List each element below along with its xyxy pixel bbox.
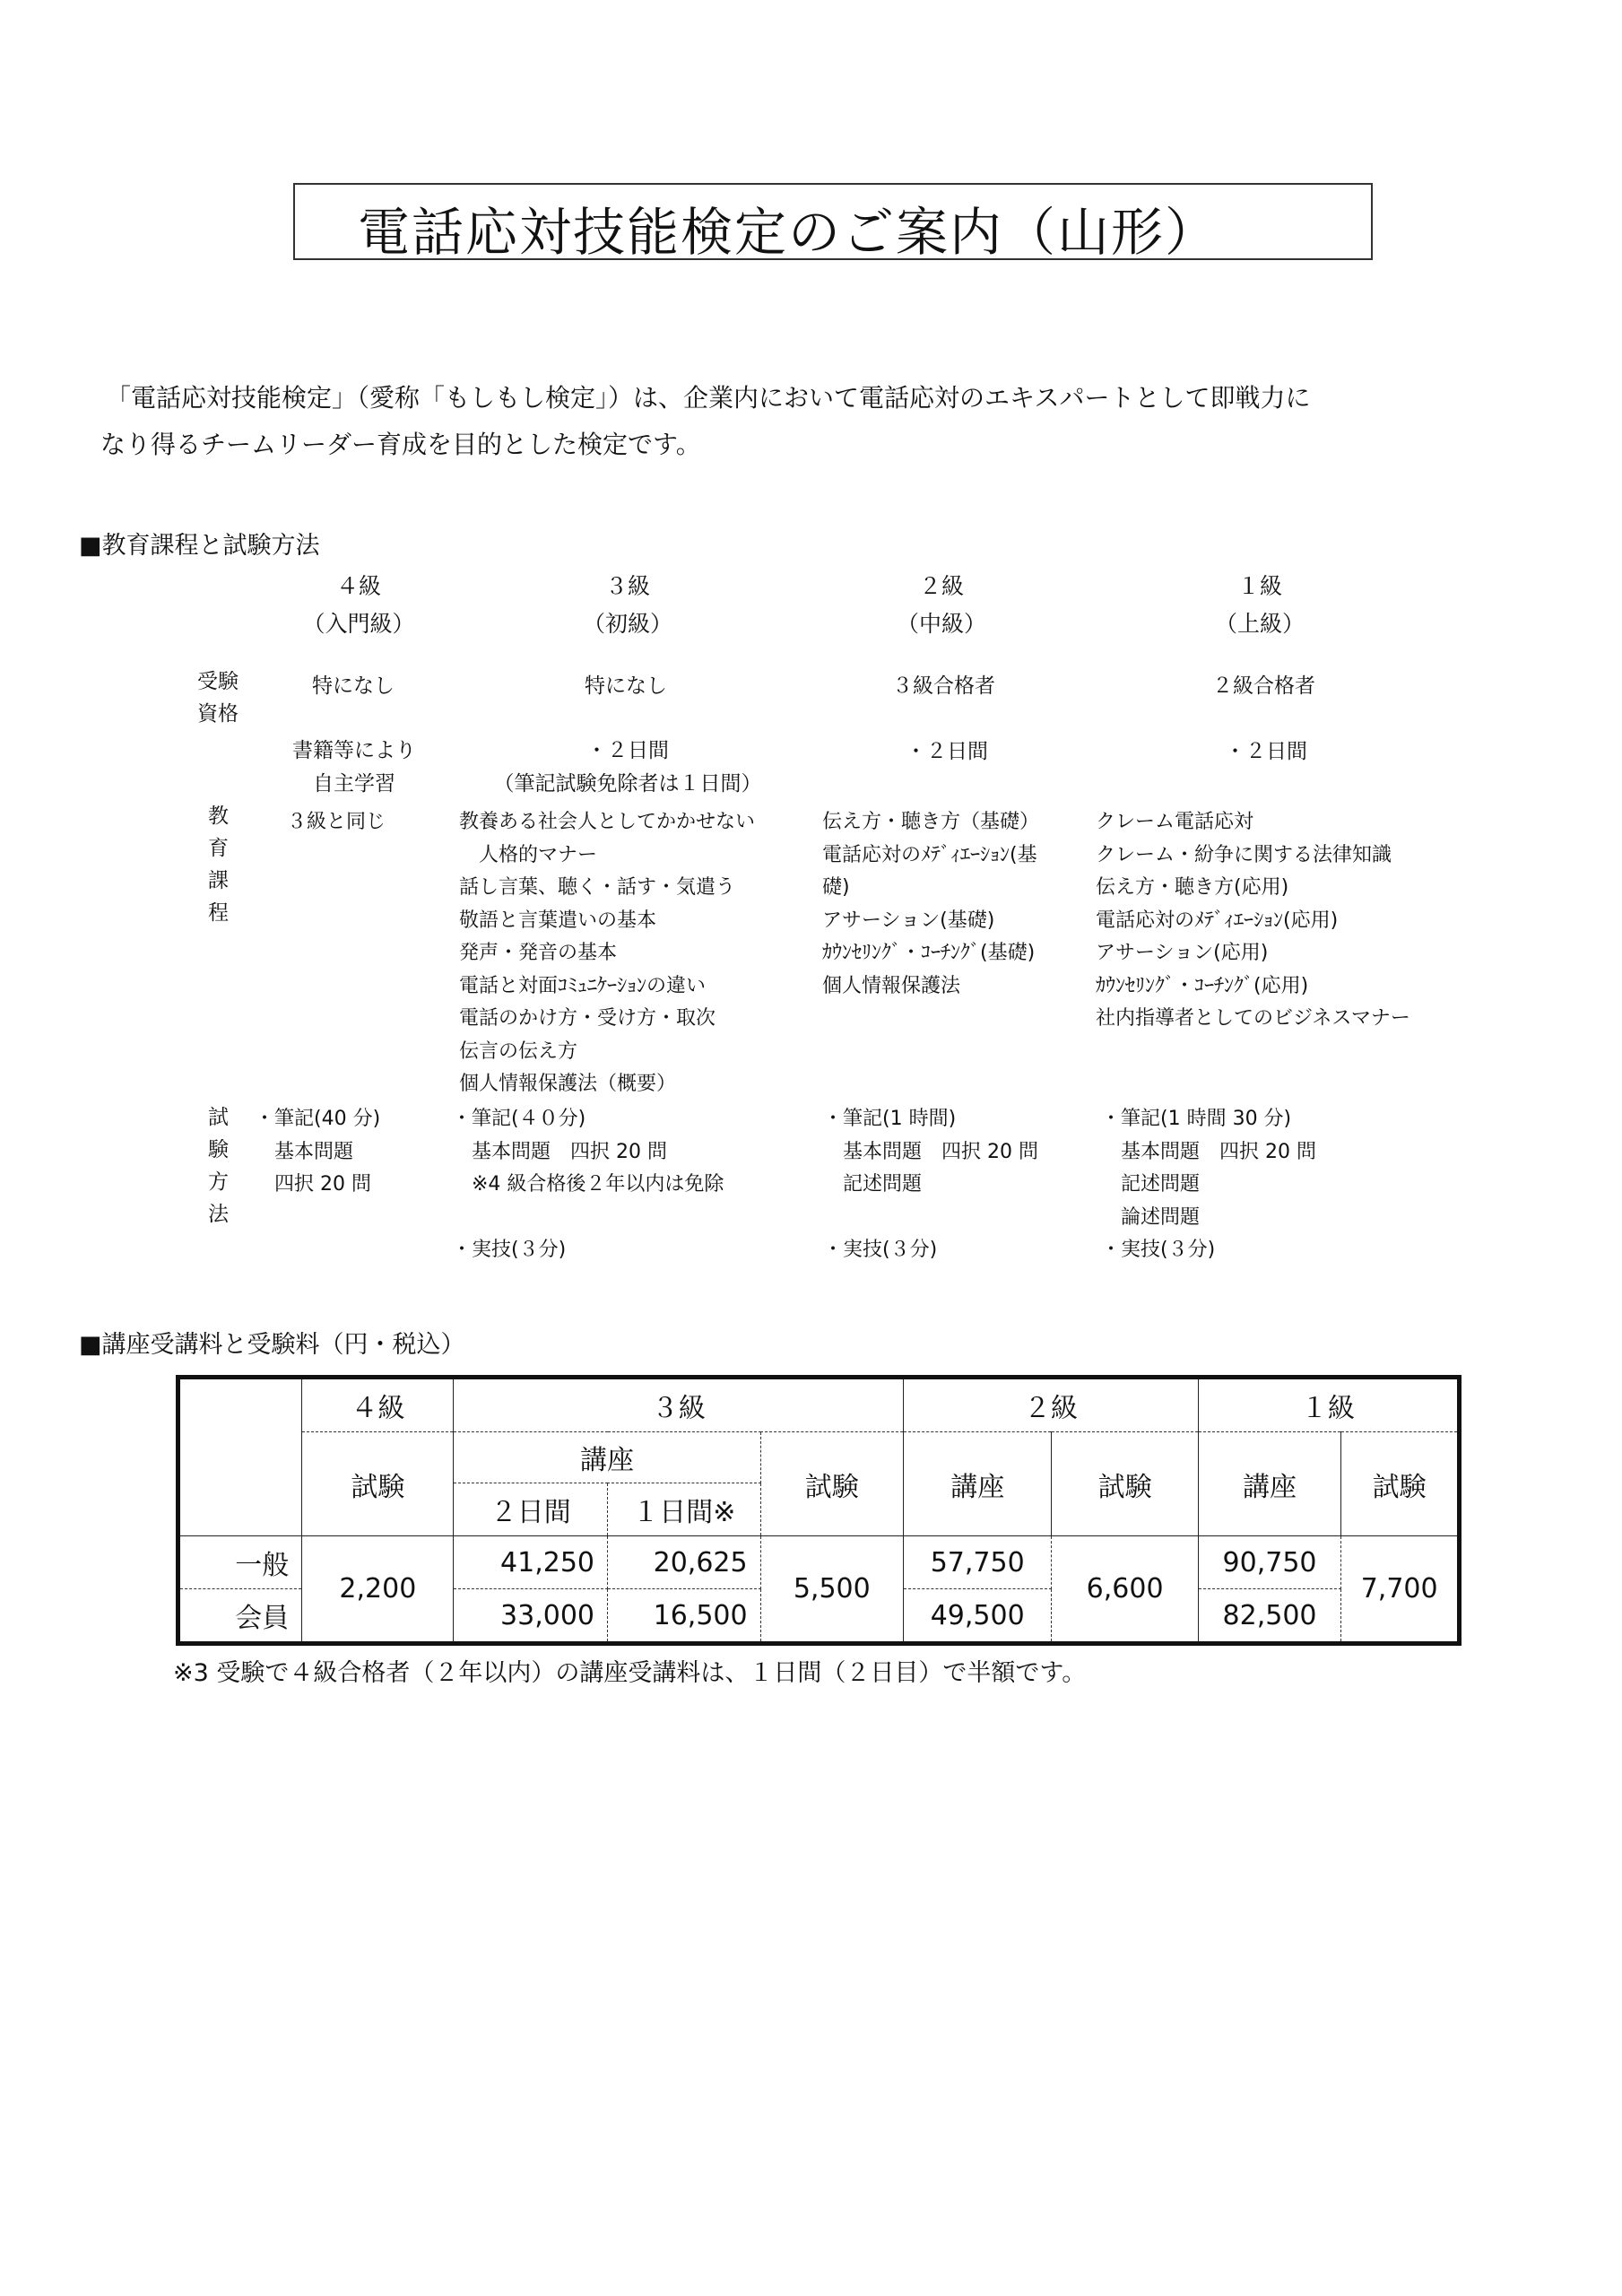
level-header-4 (278, 569, 439, 639)
fee-l3-two-member: 33,000 (454, 1589, 608, 1644)
duration-line: ・２日間 (586, 739, 669, 762)
exam-2 (823, 1103, 1038, 1202)
curriculum-item: アサーション(応用) (1096, 942, 1269, 964)
fee-table (176, 1375, 1462, 1646)
curriculum-item: 個人情報保護法 (822, 974, 961, 997)
curriculum-item: 社内指導者としてのビジネスマナー (1096, 1007, 1410, 1030)
curriculum-item: 発声・発音の基本 (459, 942, 618, 964)
header-exam-1: 試験 (1341, 1432, 1460, 1536)
row-label-member: 会員 (178, 1589, 302, 1644)
exam-item: 記述問題 (823, 1173, 923, 1196)
fee-l2-course-general: 57,750 (903, 1536, 1051, 1589)
exam-item: 基本問題 四択 20 問 (823, 1140, 1038, 1163)
row-label-general: 一般 (178, 1536, 302, 1589)
fee-l1-course-general: 90,750 (1198, 1536, 1341, 1589)
exam-item: 基本問題 四択 20 問 (1101, 1140, 1316, 1163)
curriculum-item: 敬語と言葉遣いの基本 (459, 909, 657, 932)
duration-3 (493, 735, 762, 801)
exam-item: ・筆記(４０分) (452, 1108, 586, 1130)
curriculum-item: 電話応対のﾒﾃﾞｨｴｰｼｮﾝ(基 (822, 843, 1037, 866)
duration-line: 書籍等により (292, 739, 416, 762)
level-name: ４級 (335, 573, 381, 599)
level-name: ３級 (604, 573, 650, 599)
curriculum-3 (459, 806, 755, 1101)
row-label-text: 法 (208, 1203, 229, 1226)
level-sub: （上級） (1214, 611, 1305, 637)
fee-l3-two-general: 41,250 (454, 1536, 608, 1589)
header-exam-2: 試験 (1052, 1432, 1198, 1536)
level-sub: （入門級） (302, 611, 415, 637)
exam-item: ・筆記(1 時間) (823, 1108, 957, 1130)
row-label-text: 育 (208, 837, 229, 860)
row-label-qualification (197, 665, 239, 730)
row-label-text: 試 (208, 1106, 229, 1129)
fee-l1-exam: 7,700 (1341, 1536, 1460, 1644)
curriculum-item: 電話と対面ｺﾐｭﾆｹｰｼｮﾝの違い (459, 974, 707, 997)
exam-item: ※4 級合格後２年以内は免除 (452, 1173, 724, 1196)
row-label-text: 程 (208, 901, 229, 925)
qualification-1: ２級合格者 (1212, 674, 1315, 698)
level-name: １級 (1236, 573, 1282, 599)
section-heading-fees: ■講座受講料と受験料（円・税込） (79, 1331, 465, 1359)
curriculum-item: アサーション(基礎) (822, 909, 995, 932)
header-level-3: ３級 (454, 1378, 903, 1432)
level-sub: （中級） (896, 611, 986, 637)
qualification-3: 特になし (585, 674, 667, 698)
practical-2: ・実技(３分) (823, 1239, 938, 1261)
section-heading-curriculum: ■教育課程と試験方法 (79, 532, 320, 560)
curriculum-item: ｶｳﾝｾﾘﾝｸﾞ・ｺｰﾁﾝｸﾞ(応用) (1096, 974, 1309, 997)
duration-line: 自主学習 (313, 772, 395, 796)
title-box (293, 183, 1373, 263)
curriculum-item: ３級と同じ (287, 811, 386, 833)
curriculum-item: クレーム電話応対 (1096, 811, 1254, 833)
fee-note: ※3 受験で４級合格者（２年以内）の講座受講料は、１日間（２日目）で半額です。 (173, 1659, 1087, 1687)
intro-paragraph (100, 375, 1311, 468)
duration-1: ・２日間 (1225, 740, 1307, 763)
curriculum-item: 伝え方・聴き方(応用) (1096, 876, 1289, 899)
fee-l2-course-member: 49,500 (903, 1589, 1051, 1644)
curriculum-item: 教養ある社会人としてかかせない (459, 811, 756, 833)
header-course-2: 講座 (903, 1432, 1051, 1536)
curriculum-item: 個人情報保護法（概要） (459, 1073, 677, 1095)
duration-4 (291, 735, 417, 801)
fee-l3-one-member: 16,500 (608, 1589, 761, 1644)
page-title: 電話応対技能検定のご案内（山形） (358, 202, 1219, 263)
duration-2: ・２日間 (906, 740, 988, 763)
row-label-curriculum (208, 800, 229, 929)
fee-l3-one-general: 20,625 (608, 1536, 761, 1589)
exam-item: 基本問題 四択 20 問 (452, 1140, 667, 1163)
table-row-general (178, 1536, 1460, 1589)
fee-l2-exam: 6,600 (1052, 1536, 1198, 1644)
intro-line: 「電話応対技能検定」（愛称「もしもし検定」）は、企業内において電話応対のエキスパートとして即戦力に (106, 383, 1311, 413)
exam-item: 基本問題 (255, 1140, 354, 1163)
header-two-day: ２日間 (454, 1483, 608, 1536)
header-level-1: １級 (1198, 1378, 1459, 1432)
fee-l3-exam: 5,500 (760, 1536, 903, 1644)
level-header-2 (861, 569, 1022, 639)
curriculum-item: 礎) (822, 876, 850, 899)
corner-cell (178, 1378, 302, 1536)
level-header-3 (547, 569, 708, 639)
header-exam-4: 試験 (302, 1432, 454, 1536)
row-label-text: 教 (208, 804, 229, 828)
exam-4 (255, 1103, 380, 1202)
exam-item: ・筆記(40 分) (255, 1108, 381, 1130)
header-level-4: ４級 (302, 1378, 454, 1432)
level-header-1 (1179, 569, 1340, 639)
curriculum-item: 電話のかけ方・受け方・取次 (459, 1007, 716, 1030)
fee-l4-exam: 2,200 (302, 1536, 454, 1644)
curriculum-item: 電話応対のﾒﾃﾞｨｴｰｼｮﾝ(応用) (1096, 909, 1339, 932)
duration-line: （筆記試験免除者は１日間） (493, 772, 762, 796)
level-sub: （初級） (582, 611, 672, 637)
curriculum-item: 人格的マナー (459, 843, 598, 866)
curriculum-item: クレーム・紛争に関する法律知識 (1096, 843, 1392, 866)
exam-item: 論述問題 (1101, 1205, 1201, 1229)
row-label-exam (208, 1101, 229, 1231)
row-label-text: 方 (208, 1170, 229, 1194)
qualification-2: ３級合格者 (892, 674, 995, 698)
qualification-4: 特になし (312, 674, 395, 698)
fee-l1-course-member: 82,500 (1198, 1589, 1341, 1644)
exam-item: 記述問題 (1101, 1173, 1201, 1196)
header-one-day: １日間※ (608, 1483, 761, 1536)
exam-item: ・筆記(1 時間 30 分) (1101, 1108, 1292, 1130)
row-label-text: 受験 (197, 670, 239, 693)
header-level-2: ２級 (903, 1378, 1198, 1432)
row-label-text: 資格 (197, 702, 239, 726)
curriculum-item: 伝え方・聴き方（基礎） (822, 811, 1040, 833)
exam-item: 四択 20 問 (255, 1173, 371, 1196)
curriculum-2 (822, 806, 1039, 1003)
level-name: ２級 (918, 573, 964, 599)
curriculum-1 (1096, 806, 1410, 1036)
row-label-text: 験 (208, 1138, 229, 1161)
curriculum-item: 話し言葉、聴く・話す・気遣う (459, 876, 736, 899)
curriculum-item: ｶｳﾝｾﾘﾝｸﾞ・ｺｰﾁﾝｸﾞ(基礎) (822, 942, 1036, 964)
curriculum-item: 伝言の伝え方 (459, 1039, 578, 1063)
intro-line: なり得るチームリーダー育成を目的とした検定です。 (100, 430, 701, 459)
practical-3: ・実技(３分) (452, 1239, 567, 1261)
header-exam-3: 試験 (760, 1432, 903, 1536)
row-label-text: 課 (208, 869, 229, 892)
curriculum-4 (287, 806, 386, 839)
exam-3 (452, 1103, 724, 1202)
practical-1: ・実技(３分) (1101, 1239, 1216, 1261)
header-course-1: 講座 (1198, 1432, 1341, 1536)
exam-1 (1101, 1103, 1316, 1234)
header-course-3: 講座 (454, 1432, 760, 1483)
